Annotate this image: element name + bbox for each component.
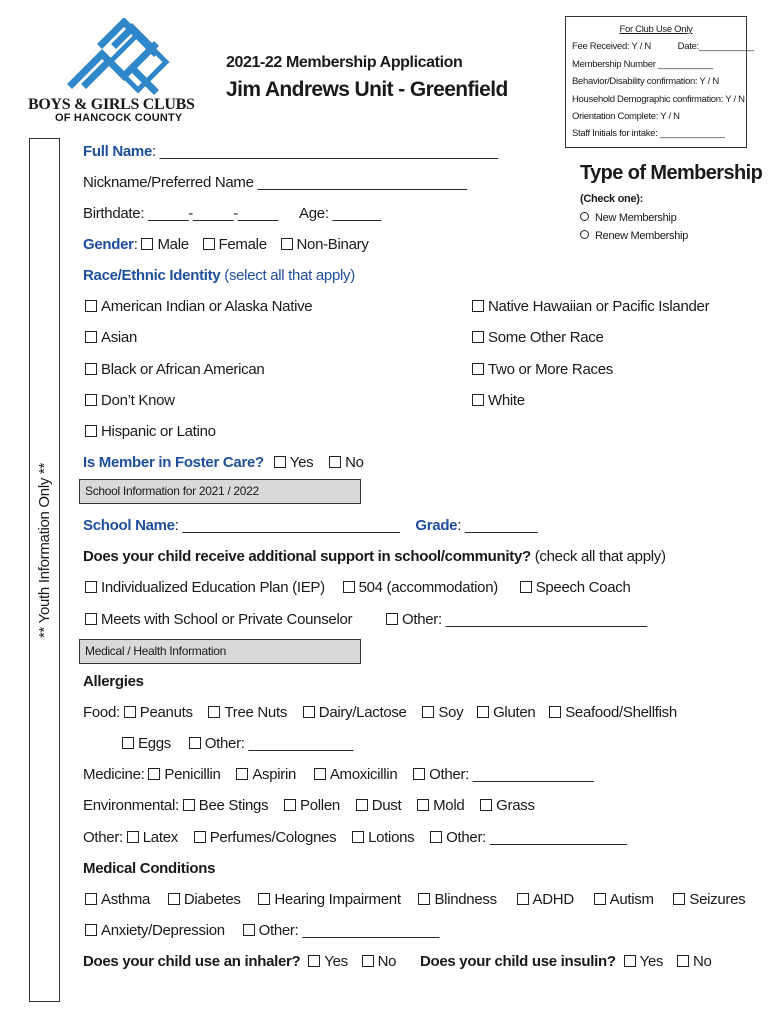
environmental-checkbox[interactable]	[356, 799, 368, 811]
race-option-label: Hispanic or Latino	[101, 423, 216, 440]
condition-checkbox[interactable]	[85, 893, 97, 905]
environmental-checkbox[interactable]	[183, 799, 195, 811]
inhaler-question: Does your child use an inhaler?	[83, 953, 301, 970]
gender-male-label: Male	[157, 236, 189, 253]
race-checkbox[interactable]	[472, 394, 484, 406]
food-checkbox[interactable]	[122, 737, 134, 749]
application-title: 2021-22 Membership Application	[226, 54, 463, 71]
orientation-complete: Orientation Complete: Y / N	[572, 111, 680, 123]
food-option-label: Tree Nuts	[224, 704, 288, 721]
nickname-label: Nickname/Preferred Name	[83, 174, 254, 191]
race-checkbox[interactable]	[85, 363, 97, 375]
other-allergy-checkbox[interactable]	[352, 831, 364, 843]
race-checkbox[interactable]	[472, 331, 484, 343]
gender-male-checkbox[interactable]	[141, 238, 153, 250]
org-subtitle: OF HANCOCK COUNTY	[55, 112, 183, 124]
race-checkbox[interactable]	[472, 300, 484, 312]
medicine-option-label: Penicillin	[164, 766, 221, 783]
age-label: Age	[299, 205, 325, 222]
org-name: BOYS & GIRLS CLUBS	[28, 96, 195, 113]
race-option[interactable]	[472, 298, 709, 315]
condition-option-label: ADHD	[532, 891, 574, 908]
race-checkbox[interactable]	[472, 363, 484, 375]
race-checkbox[interactable]	[85, 331, 97, 343]
other-allergy-other-field[interactable]: Other: _________________	[446, 829, 627, 846]
food-checkbox[interactable]	[124, 706, 136, 718]
speech-checkbox[interactable]	[520, 581, 532, 593]
environmental-checkbox[interactable]	[480, 799, 492, 811]
support-question-row	[83, 548, 666, 565]
food-checkbox[interactable]	[208, 706, 220, 718]
grade-field[interactable]: : _________	[457, 517, 538, 534]
foster-yes-label: Yes	[289, 454, 314, 471]
condition-option-label: Seizures	[689, 891, 746, 908]
other-allergy-option-label: Perfumes/Colognes	[209, 829, 337, 846]
support-other-field[interactable]: Other: _________________________	[401, 611, 647, 628]
inhaler-insulin-row	[83, 953, 712, 970]
gender-nonbinary-checkbox[interactable]	[281, 238, 293, 250]
plan504-label: 504 (accommodation)	[358, 579, 498, 596]
condition-checkbox[interactable]	[418, 893, 430, 905]
other-allergy-checkbox[interactable]	[127, 831, 139, 843]
race-option[interactable]	[85, 423, 216, 440]
allergies-heading: Allergies	[83, 673, 144, 690]
staff-initials: Staff Initials for intake: _____________	[572, 128, 725, 140]
inhaler-yes-label: Yes	[324, 953, 348, 970]
environmental-allergies-row	[83, 797, 535, 814]
race-heading	[83, 267, 355, 284]
medical-section-header: Medical / Health Information	[79, 639, 361, 664]
food-allergies-row-2	[122, 735, 353, 752]
environmental-checkbox[interactable]	[284, 799, 296, 811]
iep-checkbox[interactable]	[85, 581, 97, 593]
food-checkbox[interactable]	[477, 706, 489, 718]
foster-row	[83, 454, 364, 471]
other-allergy-other-checkbox[interactable]	[430, 831, 442, 843]
membership-new-label: New Membership	[595, 212, 677, 224]
food-option-label: Gluten	[493, 704, 536, 721]
school-section-header: School Information for 2021 / 2022	[79, 479, 361, 504]
food-option-label: Peanuts	[139, 704, 193, 721]
medical-conditions-heading: Medical Conditions	[83, 860, 216, 877]
medicine-checkbox[interactable]	[236, 768, 248, 780]
race-checkbox[interactable]	[85, 300, 97, 312]
inhaler-yes-checkbox[interactable]	[308, 955, 320, 967]
food-checkbox[interactable]	[549, 706, 561, 718]
other-allergies-row	[83, 829, 627, 846]
insulin-no-label: No	[692, 953, 712, 970]
gender-row: Gender: Male Female Non-Binary	[83, 236, 369, 253]
gender-nonbinary-label: Non-Binary	[296, 236, 369, 253]
race-checkbox[interactable]	[85, 425, 97, 437]
condition-checkbox[interactable]	[258, 893, 270, 905]
medicine-option-label: Aspirin	[252, 766, 297, 783]
support-question: Does your child receive additional support in school/community?	[83, 548, 531, 565]
club-logo-icon	[28, 18, 218, 98]
foster-yes-checkbox[interactable]	[274, 456, 286, 468]
age-field[interactable]: : ______	[324, 205, 381, 222]
iep-label: Individualized Education Plan (IEP)	[101, 579, 325, 596]
race-checkbox[interactable]	[85, 394, 97, 406]
food-option-label: Eggs	[138, 735, 171, 752]
race-note: (select all that apply)	[224, 267, 355, 284]
medicine-checkbox[interactable]	[314, 768, 326, 780]
race-option-label: American Indian or Alaska Native	[101, 298, 313, 315]
inhaler-no-checkbox[interactable]	[362, 955, 374, 967]
membership-renew-label: Renew Membership	[595, 230, 689, 242]
inhaler-no-label: No	[377, 953, 397, 970]
speech-label: Speech Coach	[535, 579, 631, 596]
condition-checkbox[interactable]	[85, 924, 97, 936]
full-name-label: Full Name	[83, 143, 152, 160]
condition-other-checkbox[interactable]	[243, 924, 255, 936]
gender-female-checkbox[interactable]	[203, 238, 215, 250]
other-allergy-option-label: Lotions	[368, 829, 415, 846]
condition-checkbox[interactable]	[673, 893, 685, 905]
race-option[interactable]	[85, 329, 137, 346]
plan504-checkbox[interactable]	[343, 581, 355, 593]
birthdate-row	[83, 205, 381, 222]
other-allergy-option-label: Latex	[142, 829, 178, 846]
race-option-label: Native Hawaiian or Pacific Islander	[488, 298, 710, 315]
intake-date: Date:___________	[677, 41, 754, 53]
club-use-title: For Club Use Only	[619, 24, 693, 35]
nickname-field[interactable]: __________________________	[253, 174, 467, 191]
race-option[interactable]	[472, 361, 613, 378]
condition-option-label: Anxiety/Depression	[101, 922, 225, 939]
condition-option-label: Blindness	[434, 891, 497, 908]
condition-option-label: Diabetes	[183, 891, 241, 908]
food-option-label: Seafood/Shellfish	[565, 704, 677, 721]
insulin-yes-checkbox[interactable]	[624, 955, 636, 967]
condition-option-label: Hearing Impairment	[274, 891, 401, 908]
environmental-label: Environmental:	[83, 797, 179, 814]
food-other-field[interactable]: Other: _____________	[204, 735, 354, 752]
counselor-checkbox[interactable]	[85, 613, 97, 625]
environmental-option-label: Grass	[496, 797, 535, 814]
condition-option-label: Asthma	[101, 891, 151, 908]
foster-no-label: No	[345, 454, 364, 471]
race-option-label: Black or African American	[101, 361, 265, 378]
gender-label: Gender	[83, 236, 134, 253]
support-other-checkbox[interactable]	[386, 613, 398, 625]
behavior-confirmation: Behavior/Disability confirmation: Y / N	[572, 76, 719, 88]
food-option-label: Soy	[438, 704, 464, 721]
school-name-field[interactable]: : ___________________________	[174, 517, 400, 534]
counselor-label: Meets with School or Private Counselor	[101, 611, 353, 628]
support-options-row-2	[85, 611, 647, 628]
medicine-allergies-row	[83, 766, 594, 783]
race-option[interactable]	[85, 361, 264, 378]
environmental-option-label: Dust	[371, 797, 402, 814]
membership-renew-option[interactable]	[580, 230, 688, 242]
birthdate-label: Birthdate	[83, 205, 141, 222]
youth-sidebar	[29, 138, 60, 1002]
environmental-checkbox[interactable]	[417, 799, 429, 811]
grade-label: Grade	[415, 517, 458, 534]
unit-title: Jim Andrews Unit - Greenfield	[226, 78, 508, 101]
foster-no-checkbox[interactable]	[329, 456, 341, 468]
condition-option-label: Autism	[609, 891, 654, 908]
race-option-label: White	[488, 392, 525, 409]
medicine-other-checkbox[interactable]	[413, 768, 425, 780]
birthdate-field[interactable]: : _____-_____-_____	[140, 205, 279, 222]
membership-new-option[interactable]	[580, 212, 676, 224]
race-option[interactable]	[85, 392, 175, 409]
insulin-yes-label: Yes	[639, 953, 664, 970]
school-name-row	[83, 517, 537, 534]
food-option-label: Dairy/Lactose	[318, 704, 407, 721]
household-confirmation: Household Demographic confirmation: Y / N	[572, 93, 745, 105]
condition-checkbox[interactable]	[168, 893, 180, 905]
membership-type-note: (Check one):	[580, 193, 644, 205]
full-name-row	[83, 143, 498, 160]
race-option[interactable]	[472, 392, 525, 409]
fee-received: Fee Received: Y / N	[572, 41, 651, 53]
race-option-label: Don’t Know	[101, 392, 175, 409]
gender-female-label: Female	[218, 236, 267, 253]
medicine-label: Medicine:	[83, 766, 145, 783]
other-allergy-checkbox[interactable]	[194, 831, 206, 843]
foster-question: Is Member in Foster Care?	[83, 454, 264, 471]
full-name-field[interactable]: : __________________________________________	[151, 143, 498, 160]
membership-renew-radio[interactable]	[580, 230, 589, 239]
condition-other-field[interactable]: Other: _________________	[258, 922, 440, 939]
support-note: (check all that apply)	[534, 548, 666, 565]
membership-number: Membership Number ___________	[572, 58, 713, 70]
conditions-row	[85, 891, 745, 908]
fee-date-row	[572, 38, 754, 55]
race-option-label: Some Other Race	[488, 329, 604, 346]
race-label: Race/Ethnic Identity	[83, 267, 221, 284]
race-option[interactable]	[472, 329, 604, 346]
food-label: Food:	[83, 704, 120, 721]
race-option[interactable]	[85, 298, 312, 315]
nickname-row	[83, 174, 467, 191]
environmental-option-label: Bee Stings	[198, 797, 269, 814]
school-name-label: School Name	[83, 517, 175, 534]
youth-sidebar-label: ** Youth Information Only **	[36, 462, 53, 638]
conditions-row-2	[85, 922, 439, 939]
condition-checkbox[interactable]	[517, 893, 529, 905]
insulin-no-checkbox[interactable]	[677, 955, 689, 967]
race-option-label: Asian	[101, 329, 138, 346]
medicine-option-label: Amoxicillin	[329, 766, 398, 783]
condition-checkbox[interactable]	[594, 893, 606, 905]
food-other-checkbox[interactable]	[189, 737, 201, 749]
membership-new-radio[interactable]	[580, 212, 589, 221]
food-allergies-row	[83, 704, 677, 721]
support-options-row	[85, 579, 631, 596]
club-use-box	[565, 16, 754, 148]
environmental-option-label: Mold	[433, 797, 465, 814]
medicine-other-field[interactable]: Other: _______________	[429, 766, 594, 783]
food-checkbox[interactable]	[303, 706, 315, 718]
race-option-label: Two or More Races	[488, 361, 613, 378]
medicine-checkbox[interactable]	[148, 768, 160, 780]
environmental-option-label: Pollen	[300, 797, 340, 814]
other-allergies-label: Other:	[83, 829, 123, 846]
membership-type-title: Type of Membership	[580, 162, 763, 184]
insulin-question: Does your child use insulin?	[419, 953, 616, 970]
food-checkbox[interactable]	[422, 706, 434, 718]
